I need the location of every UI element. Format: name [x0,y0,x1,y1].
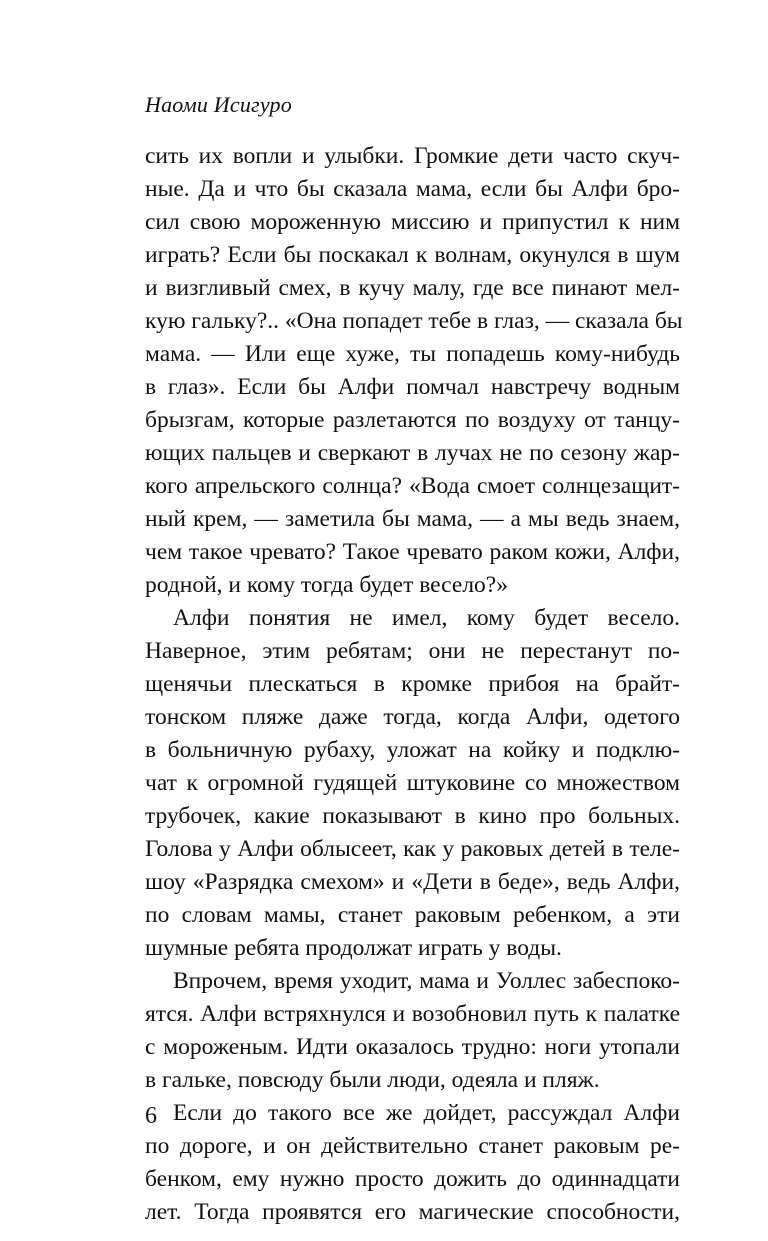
text-line: трубочек, какие показывают в кино про больных. [145,803,680,829]
text-line: мама. — Или еще хуже, ты попадешь кому-нибудь [145,341,680,367]
running-head-author: Наоми Исигуро [145,92,292,117]
text-line: Если до такого все же дойдет, рассуждал Алфи [173,1100,680,1126]
text-line: щенячьи плескаться в кромке прибоя на брайт- [145,671,680,697]
text-line: лет. Тогда проявятся его магические способности, [145,1199,680,1225]
text-line: в гальке, повсюду были люди, одеяла и пляж. [145,1067,600,1093]
text-line: тонском пляже даже тогда, когда Алфи, одетого [145,704,680,730]
text-line: в больничную рубаху, уложат на койку и подклю- [145,737,680,763]
text-line: кого апрельского солнца? «Вода смоет солнцезащит- [145,473,680,499]
text-line: ющих пальцев и сверкают в лучах не по сезону жар- [145,440,680,466]
text-line: ные. Да и что бы сказала мама, если бы Алфи бро- [145,176,680,202]
text-line: шумные ребята продолжат играть у воды. [145,935,562,961]
text-line: брызгам, которые разлетаются по воздуху от танцу- [145,407,680,433]
text-line: играть? Если бы поскакал к волнам, окунулся в шум [145,242,680,268]
text-line: шоу «Разрядка смехом» и «Дети в беде», ведь Алфи, [145,869,680,895]
text-line: Голова у Алфи облысеет, как у раковых детей в теле- [145,836,680,862]
text-line: чат к огромной гудящей штуковине со множеством [145,770,680,796]
text-line: родной, и кому тогда будет весело?» [145,572,508,598]
body-text [145,140,683,1229]
text-line: по словам мамы, станет раковым ребенком, а эти [145,902,680,928]
text-line: Наверное, этим ребятам; они не перестанут по- [145,638,680,664]
text-line: ный крем, — заметила бы мама, — а мы ведь знаем, [145,506,680,532]
text-line: ятся. Алфи встряхнулся и возобновил путь к палатке [145,1001,680,1027]
text-line: в глаз». Если бы Алфи помчал навстречу водным [145,374,680,400]
text-line: бенком, ему нужно просто дожить до одиннадцати [145,1166,680,1192]
text-line: сил свою мороженную миссию и припустил к ним [145,209,680,235]
page-number: 6 [145,1103,157,1129]
text-line: с мороженым. Идти оказалось трудно: ноги утопали [145,1034,680,1060]
text-line: по дороге, и он действительно станет раковым ре- [145,1133,680,1159]
text-line: Алфи понятия не имел, кому будет весело. [173,605,680,631]
text-line: и визгливый смех, в кучу малу, где все пинают мел- [145,275,680,301]
text-line: сить их вопли и улыбки. Громкие дети часто скуч- [145,143,680,169]
text-line: Впрочем, время уходит, мама и Уоллес забеспоко- [173,968,680,994]
text-line: чем такое чревато? Такое чревато раком кожи, Алфи, [145,539,680,565]
text-line: кую гальку?.. «Она попадет тебе в глаз, — сказала бы [145,308,683,334]
